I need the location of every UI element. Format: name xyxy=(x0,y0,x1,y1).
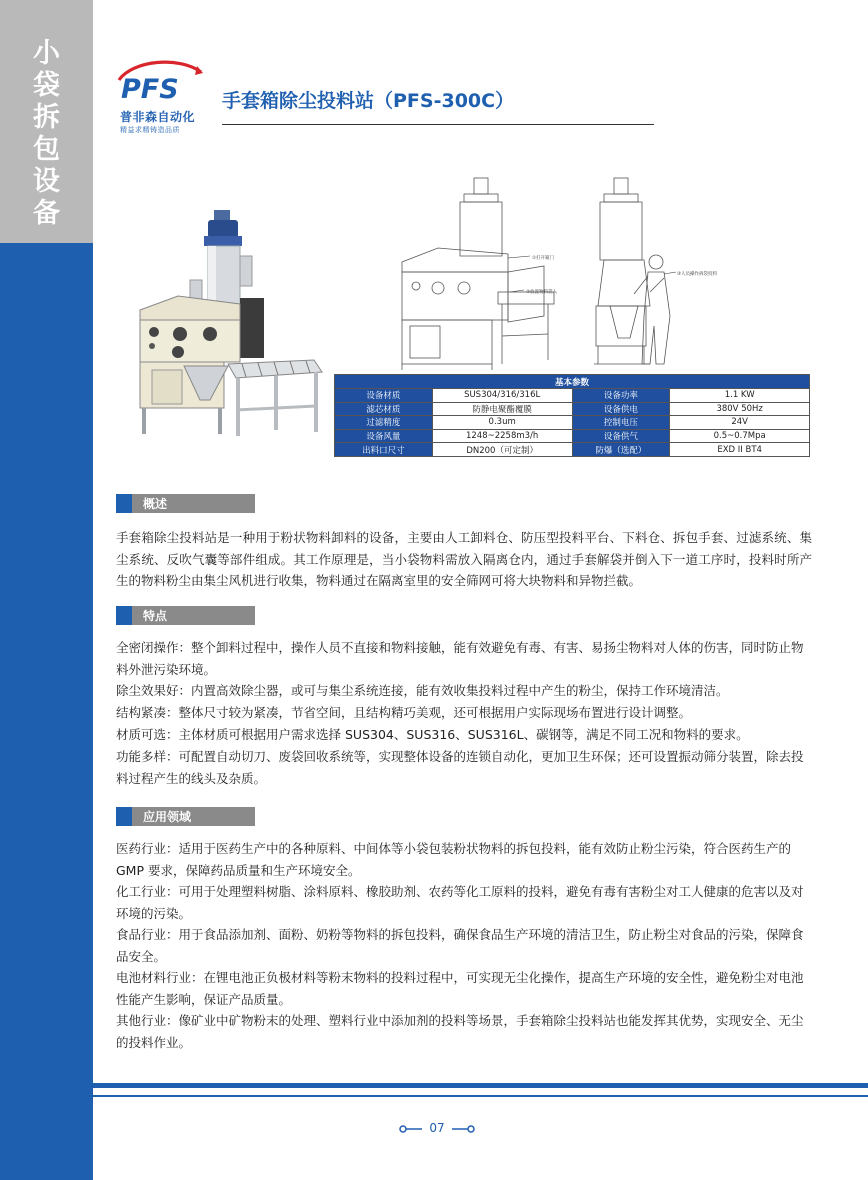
company-slogan: 精益求精铸造品质 xyxy=(120,126,180,134)
overview-paragraph: 手套箱除尘投料站是一种用于粉状物料卸料的设备，主要由人工卸料仓、防压型投料平台、下料仓、拆包手套、过滤系统、集尘系统、反吹气囊等部件组成。其工作原理是，当小袋物料需放入隔离仓内，通过手套解袋并倒入下一道工序时，投料时所产生的物料粉尘由集尘风机进行收集，物料通过在隔离室里的安全筛网可将大块物料和异物拦截。 xyxy=(116,530,812,588)
table-row xyxy=(335,389,810,403)
spec-key: 过滤精度 xyxy=(335,416,433,430)
front-drawing-image xyxy=(398,176,563,372)
feature-text: 整个卸料过程中，操作人员不直接和物料接触，能有效避免有毒、有害、易扬尘物料对人体的伤害，同时防止物料外泄污染环境。 xyxy=(116,640,804,677)
drawing-callout-place-bag: ②放置物料袋入 xyxy=(526,290,558,295)
footer-rule-thin xyxy=(93,1095,868,1097)
sidebar-char: 拆 xyxy=(33,102,60,133)
feature-label: 结构紧凑： xyxy=(116,705,179,720)
feature-item xyxy=(116,680,812,702)
sidebar-char: 袋 xyxy=(33,70,60,101)
feature-item xyxy=(116,637,812,680)
machine-render-image xyxy=(118,200,330,450)
spec-table xyxy=(334,374,810,457)
section-header-overview xyxy=(116,494,255,513)
logo-text: PFS xyxy=(121,74,179,105)
spec-value: 380V 50Hz xyxy=(670,402,810,416)
feature-label: 功能多样： xyxy=(116,749,179,764)
drawing-callout-operator: ③人员操作拆袋投料 xyxy=(677,272,718,277)
page-number: 07 xyxy=(429,1121,445,1135)
spec-value: EXD II BT4 xyxy=(670,443,810,457)
side-drawing-image xyxy=(590,176,718,372)
spec-key: 设备供电 xyxy=(572,402,670,416)
application-text: 像矿业中矿物粉末的处理、塑料行业中添加剂的投料等场景，手套箱除尘投料站也能发挥其优势，实现安全、无尘的投料作业。 xyxy=(116,1013,804,1050)
table-row xyxy=(335,429,810,443)
spec-key: 出料口尺寸 xyxy=(335,443,433,457)
spec-key: 设备功率 xyxy=(572,389,670,403)
application-label: 医药行业： xyxy=(116,841,179,856)
sidebar-char: 包 xyxy=(33,134,60,165)
application-item xyxy=(116,838,812,881)
table-row xyxy=(335,443,810,457)
section-heading: 应用领域 xyxy=(143,810,192,824)
drawing-callout-open-door: ①打开箱门 xyxy=(532,256,555,261)
spec-value: SUS304/316/316L xyxy=(432,389,572,403)
sidebar-char: 设 xyxy=(33,166,60,197)
spec-key: 滤芯材质 xyxy=(335,402,433,416)
spec-value: 1.1 KW xyxy=(670,389,810,403)
company-name: 普非森自动化 xyxy=(120,110,196,124)
spec-key: 控制电压 xyxy=(572,416,670,430)
spec-value: 0.5~0.7Mpa xyxy=(670,429,810,443)
spec-key: 设备材质 xyxy=(335,389,433,403)
table-row xyxy=(335,402,810,416)
section-header-applications xyxy=(116,807,255,826)
feature-label: 材质可选： xyxy=(116,727,179,742)
application-item xyxy=(116,967,812,1010)
spec-key: 设备风量 xyxy=(335,429,433,443)
feature-item xyxy=(116,702,812,724)
application-text: 在锂电池正负极材料等粉末物料的投料过程中，可实现无尘化操作，提高生产环境的安全性，避免粉尘对电池性能产生影响，保证产品质量。 xyxy=(116,970,804,1007)
sidebar-char: 小 xyxy=(33,38,60,69)
application-text: 适用于医药生产中的各种原料、中间体等小袋包装粉状物料的拆包投料，能有效防止粉尘污染，符合医药生产的 GMP 要求，保障药品质量和生产环境安全。 xyxy=(116,841,792,878)
feature-label: 全密闭操作： xyxy=(116,640,192,655)
section-heading: 概述 xyxy=(143,497,168,511)
application-item xyxy=(116,1010,812,1053)
sidebar-category-title xyxy=(0,38,93,230)
spec-value: 防静电聚酯覆膜 xyxy=(432,402,572,416)
page-title: 手套箱除尘投料站（PFS-300C） xyxy=(222,90,515,112)
application-item xyxy=(116,924,812,967)
section-heading: 特点 xyxy=(143,609,168,623)
sidebar-blue-block xyxy=(0,243,93,1180)
feature-text: 可配置自动切刀、废袋回收系统等，实现整体设备的连锁自动化，更加卫生环保；还可设置振动筛分装置，除去投料过程产生的线头及杂质。 xyxy=(116,749,804,786)
feature-text: 整体尺寸较为紧凑，节省空间，且结构精巧美观，还可根据用户实际现场布置进行设计调整。 xyxy=(178,705,692,720)
table-row xyxy=(335,416,810,430)
feature-text: 内置高效除尘器，或可与集尘系统连接，能有效收集投料过程中产生的粉尘，保持工作环境清洁。 xyxy=(191,683,729,698)
spec-key: 设备供气 xyxy=(572,429,670,443)
application-label: 其他行业： xyxy=(116,1013,179,1028)
spec-key: 防爆（选配） xyxy=(572,443,670,457)
application-text: 可用于处理塑料树脂、涂料原料、橡胶助剂、农药等化工原料的投料，避免有毒有害粉尘对工人健康的危害以及对环境的污染。 xyxy=(116,884,804,921)
feature-text: 主体材质可根据用户需求选择 SUS304、SUS316、SUS316L、碳钢等，满足不同工况和物料的要求。 xyxy=(178,727,749,742)
feature-item xyxy=(116,724,812,746)
spec-value: 1248~2258m3/h xyxy=(432,429,572,443)
spec-value: 0.3um xyxy=(432,416,572,430)
application-label: 化工行业： xyxy=(116,884,179,899)
title-divider xyxy=(222,124,654,125)
footer-rule-thick xyxy=(93,1083,868,1088)
section-header-features xyxy=(116,606,255,625)
application-label: 食品行业： xyxy=(116,927,179,942)
spec-table-title: 基本参数 xyxy=(335,375,810,389)
application-text: 用于食品添加剂、面粉、奶粉等物料的拆包投料，确保食品生产环境的清洁卫生，防止粉尘对食品的污染，保障食品安全。 xyxy=(116,927,804,964)
feature-item xyxy=(116,746,812,789)
sidebar-char: 备 xyxy=(33,198,60,229)
feature-label: 除尘效果好： xyxy=(116,683,192,698)
application-item xyxy=(116,881,812,924)
spec-value: 24V xyxy=(670,416,810,430)
spec-value: DN200（可定制） xyxy=(432,443,572,457)
application-label: 电池材料行业： xyxy=(116,970,204,985)
